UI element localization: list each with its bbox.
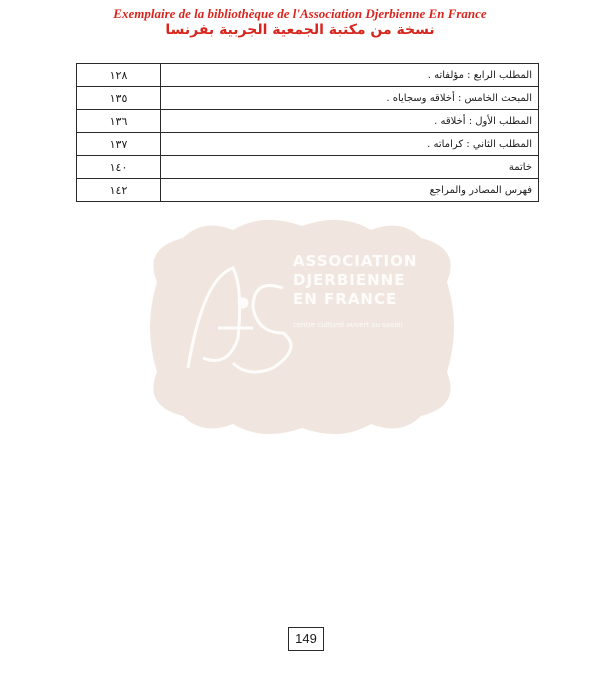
toc-entry-title: خاتمة	[161, 156, 539, 179]
table-row	[77, 179, 539, 202]
toc-entry-page: ١٣٥	[77, 87, 161, 110]
toc-entry-title: المطلب الثاني : كراماته .	[161, 133, 539, 156]
toc-entry-title: المطلب الرابع : مؤلفاته .	[161, 64, 539, 87]
library-stamp-header	[0, 6, 600, 39]
toc-entry-page: ١٣٧	[77, 133, 161, 156]
watermark-line: ASSOCIATION	[293, 252, 418, 270]
table-row	[77, 87, 539, 110]
watermark-tagline: centre culturel ouvert au savoir	[293, 321, 404, 329]
watermark-line: EN FRANCE	[293, 290, 398, 308]
association-watermark	[143, 218, 461, 436]
french-stamp-line: Exemplaire de la bibliothèque de l'Association Djerbienne En France	[113, 6, 487, 21]
watermark-line: DJERBIENNE	[293, 271, 406, 289]
toc-entry-page: ١٣٦	[77, 110, 161, 133]
table-row	[77, 133, 539, 156]
table-row	[77, 156, 539, 179]
table-row	[77, 64, 539, 87]
toc-entry-title: المبحث الخامس : أخلاقه وسجاياه .	[161, 87, 539, 110]
arabic-stamp-line: نسخة من مكتبة الجمعية الجربية بفرنسا	[165, 22, 435, 38]
toc-entry-title: فهرس المصادر والمراجع	[161, 179, 539, 202]
table-row	[77, 110, 539, 133]
toc-entry-page: ١٤٢	[77, 179, 161, 202]
page-number: 149	[288, 627, 324, 651]
toc-entry-title: المطلب الأول : أخلاقه .	[161, 110, 539, 133]
toc-entry-page: ١٤٠	[77, 156, 161, 179]
toc-entry-page: ١٢٨	[77, 64, 161, 87]
watermark-text	[293, 252, 417, 309]
table-of-contents	[76, 63, 539, 202]
